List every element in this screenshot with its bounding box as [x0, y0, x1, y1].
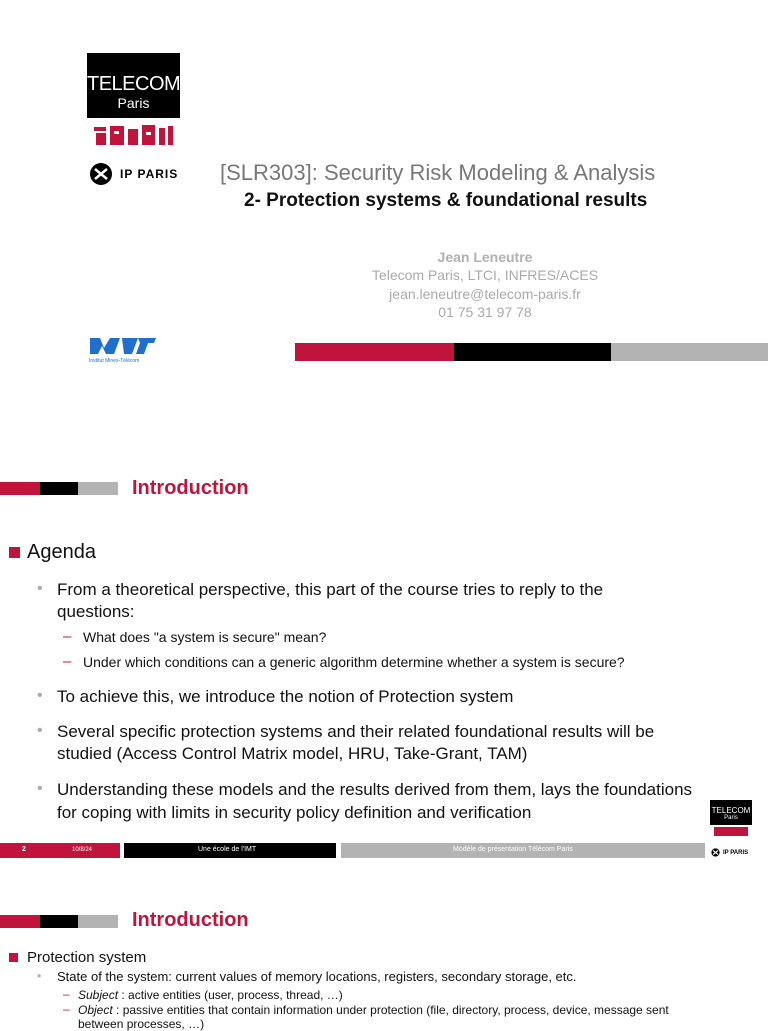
footer-page-number: 2 [22, 846, 26, 853]
agenda-p1-line1: From a theoretical perspective, this part of the course tries to reply to the [57, 580, 604, 599]
heading-bar-grey [78, 482, 118, 495]
footer-template: Modèle de présentation Télécom Paris [453, 846, 573, 853]
bullet-dot-icon: • [37, 969, 42, 983]
logo-glyphs-icon [92, 123, 175, 147]
title-bar-black [454, 343, 611, 361]
agenda-label: Agenda [27, 541, 96, 563]
agenda-sub1: What does "a system is secure" mean? [83, 629, 327, 645]
agenda-p4-line2: for coping with limits in security policy definition and verification [57, 803, 532, 822]
agenda-p3-line1: Several specific protection systems and their related foundational results will be [57, 722, 655, 741]
telecom-logo-small [710, 800, 752, 838]
logo-small-name: TELECOM [711, 806, 751, 815]
protection-system-label: Protection system [27, 949, 147, 966]
object-def: : passive entities that contain information under protection (file, directory, process, device, message sent [112, 1003, 669, 1017]
heading-bar-red [0, 482, 40, 495]
slide3-s1 [78, 988, 343, 1002]
bullet-dot-icon: • [37, 580, 43, 597]
agenda-p3-line2: studied (Access Control Matrix model, HRU, Take-Grant, TAM) [57, 744, 528, 763]
heading-bar-grey [78, 915, 118, 928]
course-title: [SLR303]: Security Risk Modeling & Analysis [220, 160, 656, 185]
logo-small-sub: Paris [724, 815, 738, 821]
logo-glyph-band [87, 118, 180, 156]
slide3-s2 [78, 1003, 669, 1017]
ip-paris-emblem-icon [90, 163, 112, 185]
bullet-dot-icon: • [37, 780, 43, 797]
logo-name: TELECOM [87, 73, 181, 95]
square-bullet-icon [9, 547, 20, 558]
title-bar-grey [611, 343, 768, 361]
slide3-s2-line2: between processes, …) [78, 1017, 205, 1031]
agenda-p1-line2: questions: [57, 602, 135, 621]
author-email[interactable]: jean.leneutre@telecom-paris.fr [389, 286, 581, 302]
ip-paris-small-label: IP PARIS [723, 849, 749, 856]
dash-bullet-icon: – [63, 653, 72, 670]
ip-paris-label: IP PARIS [120, 167, 179, 181]
author-affiliation: Telecom Paris, LTCI, INFRES/ACES [371, 267, 599, 283]
author-name: Jean Leneutre [437, 249, 533, 265]
imt-caption: Institut Mines-Télécom [89, 358, 140, 364]
author-phone: 01 75 31 97 78 [438, 304, 532, 320]
title-bar-red [295, 343, 454, 361]
object-term: Object [78, 1003, 113, 1017]
bullet-dot-icon: • [37, 687, 43, 704]
slide3-heading: Introduction [132, 909, 249, 931]
ip-paris-emblem-icon [711, 848, 720, 857]
dash-bullet-icon: – [63, 1002, 70, 1016]
dash-bullet-icon: – [63, 987, 70, 1001]
ip-paris-logo-small [711, 848, 748, 857]
dash-bullet-icon: – [63, 628, 72, 645]
footer-school: Une école de l'IMT [198, 846, 257, 853]
ip-paris-logo [90, 162, 178, 186]
telecom-paris-logo [87, 53, 180, 156]
heading-bar-black [40, 915, 78, 928]
footer-date: 10/8/24 [72, 847, 93, 853]
logo-small-band [710, 825, 752, 838]
agenda-p2: To achieve this, we introduce the notion of Protection system [57, 687, 514, 706]
heading-bar-red [0, 915, 40, 928]
slide2-heading: Introduction [132, 477, 249, 499]
heading-bar-black [40, 482, 78, 495]
subject-term: Subject [78, 988, 119, 1002]
square-bullet-icon [9, 953, 18, 962]
agenda-p4-line1: Understanding these models and the results derived from them, lays the foundations [57, 780, 693, 799]
imt-logo-icon [88, 334, 158, 364]
logo-sub: Paris [117, 95, 150, 111]
agenda-sub2: Under which conditions can a generic algorithm determine whether a system is secure? [83, 654, 625, 670]
footer-bar-red [0, 843, 120, 858]
slide3-p1: State of the system: current values of memory locations, registers, secondary storage, etc. [57, 969, 577, 984]
course-subtitle: 2- Protection systems & foundational results [244, 190, 648, 211]
subject-def: : active entities (user, process, thread, …) [118, 988, 343, 1002]
bullet-dot-icon: • [37, 722, 43, 739]
